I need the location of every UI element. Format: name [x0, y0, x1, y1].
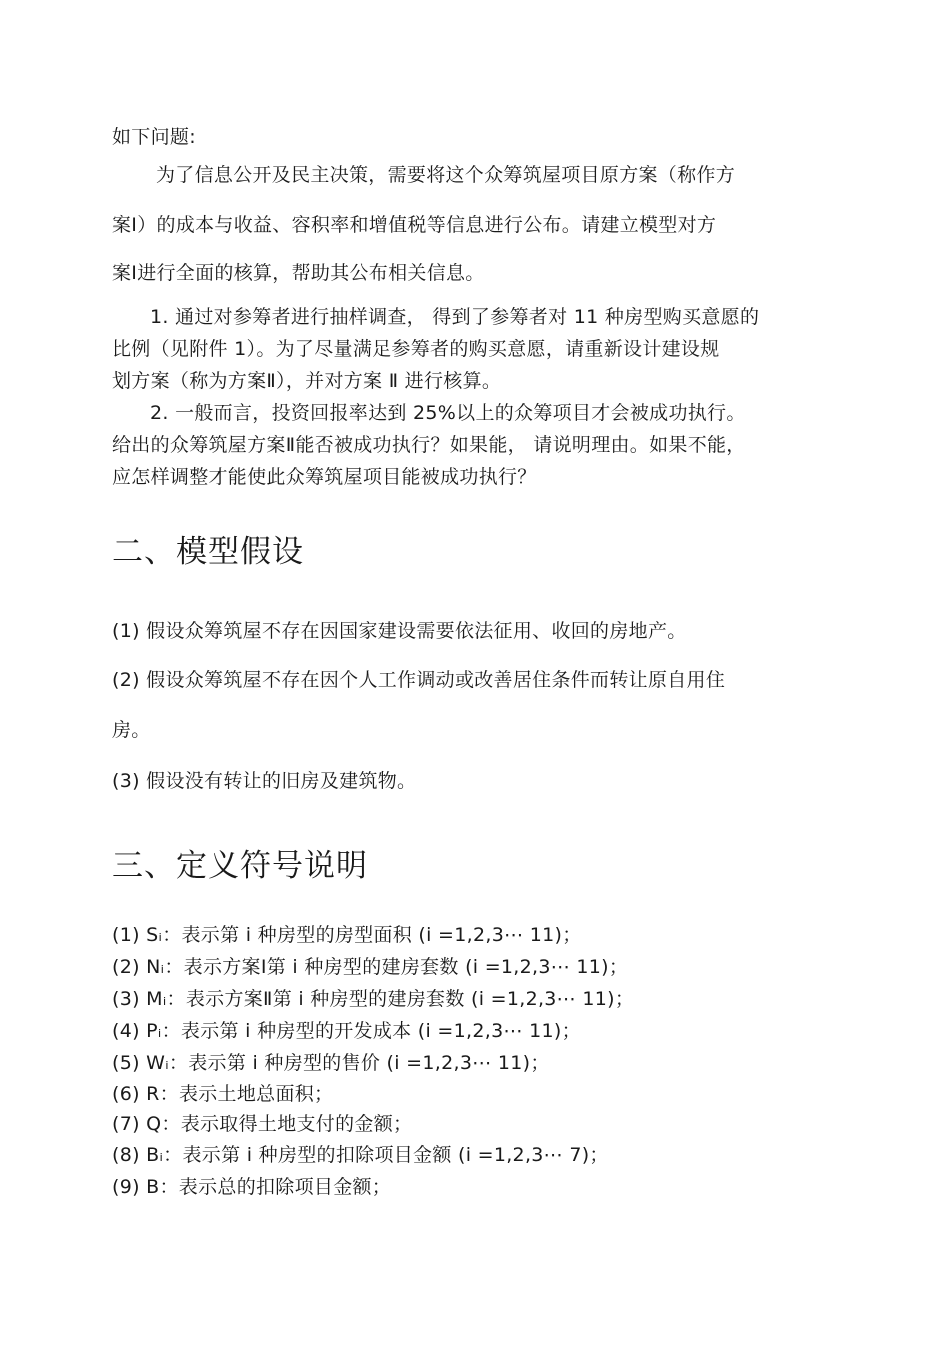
section-3-heading: 三、定义符号说明 [112, 848, 368, 884]
assumption-item: (2) 假设众筹筑屋不存在因个人工作调动或改善居住条件而转让原自用住 [112, 669, 726, 691]
intro-line: 为了信息公开及民主决策，需要将这个众筹筑屋项目原方案（称作方 [156, 164, 736, 186]
question-1-line: 划方案（称为方案Ⅱ），并对方案 Ⅱ 进行核算。 [112, 370, 502, 392]
question-2-line: 给出的众筹筑屋方案Ⅱ能否被成功执行？如果能， 请说明理由。如果不能， [112, 434, 746, 456]
assumption-item: 房。 [112, 719, 151, 741]
symbol-item: (2) Nᵢ：表示方案Ⅰ第 i 种房型的建房套数 (i =1,2,3⋯ 11)； [112, 956, 629, 978]
intro-line: 案Ⅰ进行全面的核算，帮助其公布相关信息。 [112, 262, 485, 284]
symbol-item: (1) Sᵢ：表示第 i 种房型的房型面积 (i =1,2,3⋯ 11)； [112, 924, 582, 946]
question-2-line: 2. 一般而言，投资回报率达到 25%以上的众筹项目才会被成功执行。 [150, 402, 746, 424]
question-2-line: 应怎样调整才能使此众筹筑屋项目能被成功执行？ [112, 466, 537, 488]
question-1-line: 比例（见附件 1）。为了尽量满足参筹者的购买意愿，请重新设计建设规 [112, 338, 720, 360]
question-1-line: 1. 通过对参筹者进行抽样调查， 得到了参筹者对 11 种房型购买意愿的 [150, 306, 760, 328]
intro-line: 如下问题: [112, 126, 196, 148]
symbol-item: (6) R：表示土地总面积； [112, 1083, 334, 1105]
assumption-item: (1) 假设众筹筑屋不存在因国家建设需要依法征用、收回的房地产。 [112, 620, 687, 642]
symbol-item: (8) Bᵢ：表示第 i 种房型的扣除项目金额 (i =1,2,3⋯ 7)； [112, 1144, 609, 1166]
symbol-item: (9) B：表示总的扣除项目金额； [112, 1176, 392, 1198]
symbol-item: (4) Pᵢ：表示第 i 种房型的开发成本 (i =1,2,3⋯ 11)； [112, 1020, 581, 1042]
symbol-item: (7) Q：表示取得土地支付的金额； [112, 1113, 413, 1135]
symbol-item: (3) Mᵢ：表示方案Ⅱ第 i 种房型的建房套数 (i =1,2,3⋯ 11)； [112, 988, 635, 1010]
section-2-heading: 二、模型假设 [112, 534, 304, 570]
intro-line: 案Ⅰ）的成本与收益、容积率和增值税等信息进行公布。请建立模型对方 [112, 214, 717, 236]
assumption-item: (3) 假设没有转让的旧房及建筑物。 [112, 770, 417, 792]
symbol-item: (5) Wᵢ：表示第 i 种房型的售价 (i =1,2,3⋯ 11)； [112, 1052, 550, 1074]
